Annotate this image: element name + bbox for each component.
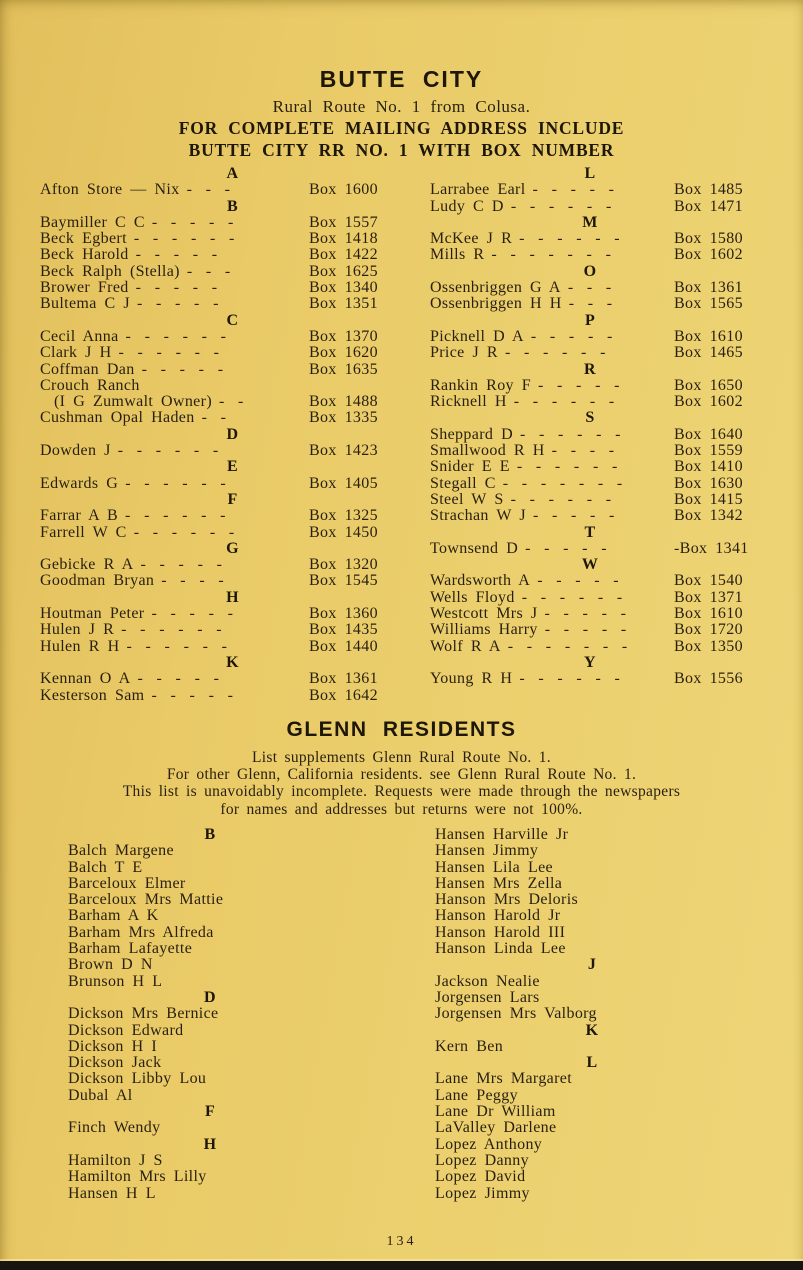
butte-directory-right-column [430, 166, 750, 688]
box-number: Box 1625 [309, 262, 378, 280]
box-number: Box 1602 [674, 393, 743, 411]
mailing-notice-line1: FOR COMPLETE MAILING ADDRESS INCLUDE [178, 118, 625, 138]
letter-header: B [204, 826, 216, 843]
entry-name: McKee J R [430, 230, 513, 248]
entry-name: Young R H [430, 670, 513, 688]
dash-leaders: - - - - - [137, 671, 220, 688]
directory-entry [430, 231, 750, 247]
box-number: Box 1350 [674, 637, 743, 655]
directory-entry [40, 639, 385, 655]
dash-leaders: - - - - - - [125, 508, 226, 525]
box-number: Box 1610 [674, 605, 743, 623]
directory-entry [430, 329, 750, 345]
directory-entry [430, 459, 750, 475]
resident-name: Jorgensen Mrs Valborg [435, 1005, 597, 1023]
dash-leaders: - - - - - [530, 328, 613, 345]
box-number: Box 1630 [674, 474, 743, 492]
directory-entry [430, 247, 750, 263]
box-number: Box 1435 [309, 621, 378, 639]
directory-entry [40, 508, 385, 524]
letter-header: K [585, 1021, 599, 1039]
entry-name: Hulen J R [40, 621, 115, 639]
entry-name: Houtman Peter [40, 605, 145, 623]
resident-name: Hanson Linda Lee [435, 940, 566, 958]
directory-entry [430, 443, 750, 459]
resident-name: Hanson Mrs Deloris [435, 891, 579, 909]
entry-name: Beck Harold [40, 246, 129, 264]
resident-name: Dickson Jack [68, 1054, 162, 1072]
entry-name: Gebicke R A [40, 556, 134, 574]
dash-leaders: - - - - - - [519, 231, 620, 248]
dash-leaders: - - - - - - [510, 198, 612, 215]
box-number: Box 1361 [309, 670, 378, 688]
letter-header: G [226, 539, 239, 557]
entry-name: Wolf R A [430, 637, 501, 655]
resident-name: Hamilton Mrs Lilly [68, 1168, 207, 1186]
letter-header: T [584, 523, 596, 541]
entry-name: Beck Egbert [40, 230, 127, 248]
box-number: Box 1559 [674, 442, 743, 460]
letter-header: W [581, 556, 599, 574]
letter-header: L [586, 1054, 598, 1072]
letter-header: F [227, 490, 238, 508]
intro-line: for names and addresses but returns were not 100%. [220, 800, 583, 818]
resident-name: Lane Peggy [435, 1086, 518, 1104]
resident-name: Hamilton J S [68, 1151, 163, 1169]
dash-leaders: - - [201, 410, 227, 427]
dash-leaders: - - - - - - - [502, 475, 623, 492]
directory-entry [430, 606, 750, 622]
box-number: Box 1485 [674, 181, 743, 199]
entry-name: Ossenbriggen H H [430, 295, 562, 313]
entry-name: Steel W S [430, 490, 504, 508]
box-number: Box 1320 [309, 556, 378, 574]
glenn-residents-right-column [435, 827, 735, 1202]
directory-entry [40, 671, 385, 687]
resident-name: LaValley Darlene [435, 1119, 557, 1137]
entry-name: Goodman Bryan [40, 572, 155, 590]
resident-name: Dubal Al [68, 1086, 133, 1104]
resident-name: Hansen Lila Lee [435, 858, 553, 876]
entry-name: Farrell W C [40, 523, 127, 541]
letter-header: R [584, 360, 596, 378]
box-number: Box 1418 [309, 230, 378, 248]
directory-entry [40, 329, 385, 345]
entry-name: Strachan W J [430, 507, 526, 525]
resident-name: Dickson Edward [68, 1021, 184, 1039]
scan-bottom-edge [0, 1261, 803, 1270]
box-number: Box 1556 [674, 670, 743, 688]
glenn-residents-left-column [68, 827, 368, 1202]
directory-entry [40, 688, 385, 704]
entry-name: Townsend D [430, 539, 519, 557]
letter-header: H [203, 1135, 217, 1153]
dash-leaders: - - - - - [525, 540, 607, 557]
intro-line: List supplements Glenn Rural Route No. 1. [252, 749, 551, 766]
box-number: Box 1650 [674, 376, 743, 394]
entry-name: Price J R [430, 344, 498, 362]
box-number: Box 1415 [674, 490, 743, 508]
resident-name: Lopez Jimmy [435, 1184, 530, 1202]
entry-name: Sheppard D [430, 425, 513, 443]
dash-leaders: - - - - - - [521, 589, 623, 606]
entry-name: Cecil Anna [40, 327, 119, 345]
dash-leaders: - - - - - - [125, 328, 227, 345]
box-number: Box 1423 [309, 442, 378, 460]
entry-name: Picknell D A [430, 327, 524, 345]
resident-name: Lopez Anthony [435, 1135, 543, 1153]
entry-name: Ludy C D [430, 197, 504, 215]
resident-name: Finch Wendy [68, 1119, 161, 1137]
directory-entry [430, 378, 750, 394]
dash-leaders: - - - - - - [519, 426, 621, 443]
resident-name: Hansen Mrs Zella [435, 874, 563, 892]
dash-leaders: - - - - - - [513, 394, 615, 411]
entry-name: Mills R [430, 246, 485, 264]
dash-leaders: - - - - - - - [507, 638, 628, 655]
dash-leaders: - - - - - - [118, 345, 220, 362]
box-number: Box 1471 [674, 197, 743, 215]
resident-name: Dickson H I [68, 1037, 158, 1055]
mailing-notice-line2: BUTTE CITY RR NO. 1 WITH BOX NUMBER [188, 140, 615, 160]
dash-leaders: - - - - - [151, 687, 234, 704]
resident-name: Jorgensen Lars [435, 988, 540, 1006]
resident-name: Hanson Harold III [435, 923, 566, 941]
letter-header: H [226, 588, 239, 606]
directory-entry [430, 573, 750, 589]
box-number: Box 1325 [309, 507, 378, 525]
entry-name: (I G Zumwalt Owner) [54, 393, 212, 411]
entry-name: Ricknell H [430, 393, 507, 411]
directory-entry [430, 492, 750, 508]
directory-entry [430, 622, 750, 638]
box-number: Box 1635 [309, 360, 378, 378]
box-number: Box 1545 [309, 572, 378, 590]
letter-header: E [226, 458, 239, 476]
directory-entry [430, 182, 750, 198]
entry-name: Wells Floyd [430, 588, 515, 606]
directory-entry [430, 427, 750, 443]
resident-name: Dickson Libby Lou [68, 1070, 207, 1088]
box-number: Box 1642 [309, 686, 378, 704]
directory-entry [430, 199, 750, 215]
dash-leaders: - - - [186, 182, 231, 199]
dash-leaders: - - - - - [136, 296, 219, 313]
directory-entry [40, 525, 385, 541]
box-number: Box 1565 [674, 295, 743, 313]
page-title: BUTTE CITY [319, 66, 484, 92]
glenn-residents-heading: GLENN RESIDENTS [286, 718, 517, 741]
box-number: -Box 1341 [674, 539, 749, 557]
box-number: Box 1370 [309, 327, 378, 345]
resident-name: Brunson H L [68, 972, 163, 990]
dash-leaders: - - - - - [544, 606, 627, 623]
entry-name: Westcott Mrs J [430, 605, 538, 623]
entry-name: Snider E E [430, 458, 510, 476]
directory-entry [40, 296, 385, 312]
directory-entry [430, 345, 750, 361]
resident-name: Lopez Danny [435, 1151, 529, 1169]
entry-name: Ossenbriggen G A [430, 279, 561, 297]
directory-entry [430, 508, 750, 524]
box-number: Box 1488 [309, 393, 378, 411]
entry-name: Kennan O A [40, 670, 131, 688]
resident-name: Hansen Harville Jr [435, 826, 569, 843]
resident-name: Crouch Ranch [40, 376, 140, 394]
entry-name: Farrar A B [40, 507, 119, 525]
dash-leaders: - - - - - [532, 508, 615, 525]
box-number: Box 1340 [309, 279, 378, 297]
box-number: Box 1720 [674, 621, 743, 639]
entry-name: Bultema C J [40, 295, 130, 313]
entry-name: Rankin Roy F [430, 376, 531, 394]
entry-name: Afton Store — Nix [40, 181, 180, 199]
directory-entry [40, 362, 385, 378]
box-number: Box 1335 [309, 409, 378, 427]
letter-header: S [585, 409, 595, 427]
box-number: Box 1465 [674, 344, 743, 362]
resident-name: Lane Dr William [435, 1103, 556, 1121]
dash-leaders: - - - - - [537, 573, 619, 590]
dash-leaders: - - - - - - [125, 475, 227, 492]
dash-leaders: - - - - [161, 573, 225, 590]
box-number: Box 1360 [309, 605, 378, 623]
dash-leaders: - - - - - - [516, 459, 618, 476]
letter-header: O [583, 262, 597, 280]
directory-entry [40, 557, 385, 573]
dash-leaders: - - - - - [532, 182, 615, 199]
box-number: Box 1410 [674, 458, 743, 476]
entry-name: Cushman Opal Haden [40, 409, 195, 427]
resident-name: Hanson Harold Jr [435, 907, 561, 925]
directory-entry [430, 296, 750, 312]
directory-entry [40, 394, 385, 410]
box-number: Box 1351 [309, 295, 378, 313]
directory-entry [40, 573, 385, 589]
box-number: Box 1600 [309, 181, 378, 199]
box-number: Box 1540 [674, 572, 743, 590]
directory-entry [40, 231, 385, 247]
intro-line: This list is unavoidably incomplete. Requests were made through the newspapers [122, 783, 681, 801]
directory-entry [40, 606, 385, 622]
entry-name: Dowden J [40, 442, 111, 460]
resident-name: Lopez David [435, 1168, 526, 1186]
box-number: Box 1422 [309, 246, 378, 264]
dash-leaders: - - - - - - [519, 671, 621, 688]
letter-header: A [226, 165, 239, 182]
page-number: 134 [386, 1234, 417, 1249]
entry-name: Stegall C [430, 474, 496, 492]
dash-leaders: - - - - - [141, 361, 224, 378]
butte-directory-left-column [40, 166, 385, 704]
box-number: Box 1405 [309, 474, 378, 492]
directory-entry [430, 394, 750, 410]
letter-header: C [226, 311, 239, 329]
resident-name: Barham A K [68, 907, 159, 925]
directory-entry [40, 215, 385, 231]
dash-leaders: - - - - - [151, 606, 234, 623]
directory-entry [40, 345, 385, 361]
resident-name: Barham Lafayette [68, 940, 193, 958]
directory-entry [430, 590, 750, 606]
box-number: Box 1620 [309, 344, 378, 362]
directory-entry [430, 476, 750, 492]
dash-leaders: - - - - - [140, 557, 223, 574]
dash-leaders: - - - [567, 280, 612, 297]
letter-header: M [582, 213, 598, 231]
box-number: Box 1640 [674, 425, 743, 443]
directory-entry [40, 622, 385, 638]
letter-header: K [226, 653, 239, 671]
directory-entry [40, 264, 385, 280]
letter-header: P [584, 311, 596, 329]
box-number: Box 1602 [674, 246, 743, 264]
entry-name: Baymiller C C [40, 213, 145, 231]
entry-name: Williams Harry [430, 621, 538, 639]
directory-entry [40, 410, 385, 426]
directory-entry [40, 247, 385, 263]
dash-leaders: - - - - - [151, 214, 234, 231]
directory-entry [40, 443, 385, 459]
page-subtitle: Rural Route No. 1 from Colusa. [272, 97, 531, 116]
letter-header: Y [584, 653, 596, 671]
letter-header: F [204, 1103, 216, 1121]
resident-name: Lane Mrs Margaret [435, 1070, 573, 1088]
dash-leaders: - - - - - [135, 280, 218, 297]
dash-leaders: - - - - - - [133, 524, 235, 541]
entry-name: Edwards G [40, 474, 119, 492]
dash-leaders: - - - - - - [504, 345, 606, 362]
entry-name: Kesterson Sam [40, 686, 145, 704]
directory-entry [40, 280, 385, 296]
entry-name: Beck Ralph (Stella) [40, 262, 180, 280]
directory-entry [430, 639, 750, 655]
dash-leaders: - - - [186, 263, 231, 280]
resident-name: Balch Margene [68, 842, 174, 860]
directory-entry [430, 541, 750, 557]
dash-leaders: - - - - - - - [491, 247, 612, 264]
glenn-intro-paragraph [0, 749, 803, 818]
letter-header: B [226, 197, 239, 215]
resident-name: Balch T E [68, 858, 143, 876]
dash-leaders: - - - - - - [510, 491, 612, 508]
resident-name: Barham Mrs Alfreda [68, 923, 214, 941]
dash-leaders: - - - [568, 296, 613, 313]
resident-name: Kern Ben [435, 1037, 504, 1055]
resident-name: Dickson Mrs Bernice [68, 1005, 219, 1023]
box-number: Box 1610 [674, 327, 743, 345]
letter-header: J [587, 956, 597, 974]
dash-leaders: - - - - [551, 443, 615, 460]
dash-leaders: - - - - - - [126, 638, 228, 655]
resident-name: Hansen H L [68, 1184, 156, 1202]
dash-leaders: - - [219, 394, 244, 411]
directory-entry [430, 671, 750, 687]
entry-name: Coffman Dan [40, 360, 135, 378]
letter-header: D [226, 425, 239, 443]
box-number: Box 1450 [309, 523, 378, 541]
box-number: Box 1361 [674, 279, 743, 297]
resident-name: Barceloux Elmer [68, 874, 186, 892]
entry-name: Smallwood R H [430, 442, 545, 460]
entry-name: Brower Fred [40, 279, 129, 297]
intro-line: For other Glenn, California residents. see Glenn Rural Route No. 1. [166, 766, 637, 784]
resident-name: Brown D N [68, 956, 153, 974]
box-number: Box 1580 [674, 230, 743, 248]
dash-leaders: - - - - - - [133, 231, 235, 248]
dash-leaders: - - - - - - [121, 622, 222, 639]
entry-name: Larrabee Earl [430, 181, 526, 199]
entry-name: Hulen R H [40, 637, 120, 655]
letter-header: D [204, 988, 216, 1006]
directory-entry [430, 280, 750, 296]
resident-name: Jackson Nealie [435, 972, 540, 990]
resident-name: Barceloux Mrs Mattie [68, 891, 224, 909]
dash-leaders: - - - - - [538, 377, 620, 394]
entry-name: Clark J H [40, 344, 112, 362]
entry-name: Wardsworth A [430, 572, 531, 590]
directory-entry [40, 476, 385, 492]
directory-entry [40, 182, 385, 198]
dash-leaders: - - - - - - [117, 443, 219, 460]
dash-leaders: - - - - - [135, 247, 218, 264]
resident-name: Hansen Jimmy [435, 842, 539, 860]
box-number: Box 1371 [674, 588, 743, 606]
box-number: Box 1342 [674, 507, 743, 525]
box-number: Box 1440 [309, 637, 378, 655]
dash-leaders: - - - - - [544, 622, 627, 639]
box-number: Box 1557 [309, 213, 378, 231]
letter-header: L [584, 165, 596, 182]
